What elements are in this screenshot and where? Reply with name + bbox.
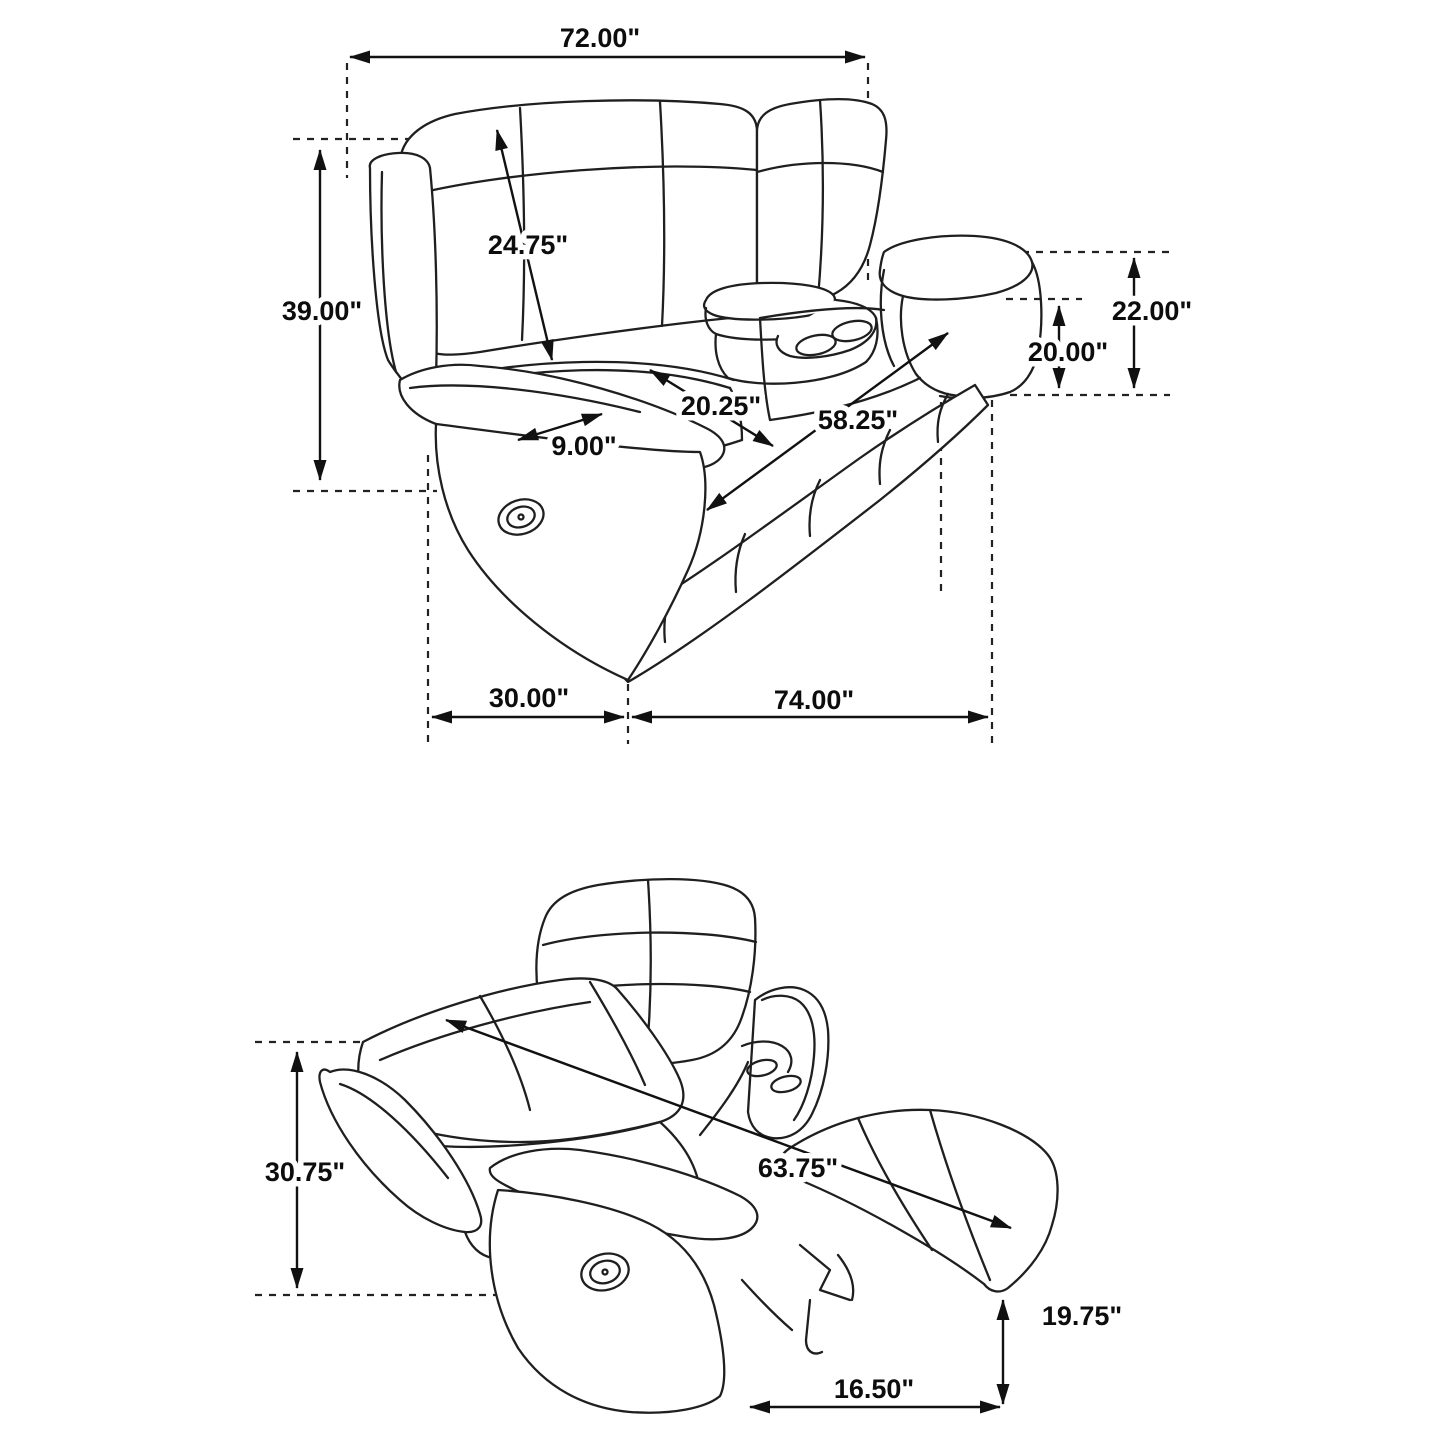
- right-seat-edge: [700, 1062, 748, 1135]
- dim-label-arm-inner-height: 20.00": [1027, 337, 1109, 367]
- dim-label-back-width: 72.00": [559, 23, 641, 53]
- upright-right-arm: [880, 236, 1042, 399]
- dim-label-reclined-height: 30.75": [264, 1157, 346, 1187]
- dim-label-reclined-length: 63.75": [757, 1153, 839, 1183]
- upright-console: [704, 283, 877, 384]
- dim-label-front-depth: 30.00": [488, 683, 570, 713]
- upright-back-left-cushion: [399, 100, 757, 354]
- recliner-mechanism: [800, 1245, 853, 1354]
- dim-label-seat-width: 58.25": [817, 405, 899, 435]
- reclined-left-arm: [490, 1149, 758, 1413]
- dim-label-arm-width: 9.00": [551, 431, 617, 461]
- dim-label-seat-depth: 20.25": [680, 391, 762, 421]
- dim-label-back-height: 39.00": [281, 296, 363, 326]
- dim-label-back-cushion: 24.75": [487, 230, 569, 260]
- dim-label-footrest-extension: 16.50": [833, 1374, 915, 1404]
- dim-label-footrest-height: 19.75": [1041, 1301, 1123, 1331]
- glider-base: [742, 1280, 792, 1330]
- reclined-loveseat-art: [319, 879, 1057, 1413]
- dim-label-arm-outer-height: 22.00": [1111, 296, 1193, 326]
- right-arm-pad: [880, 236, 1033, 300]
- dim-label-front-width: 74.00": [773, 685, 855, 715]
- reclined-right-arm: [748, 987, 828, 1138]
